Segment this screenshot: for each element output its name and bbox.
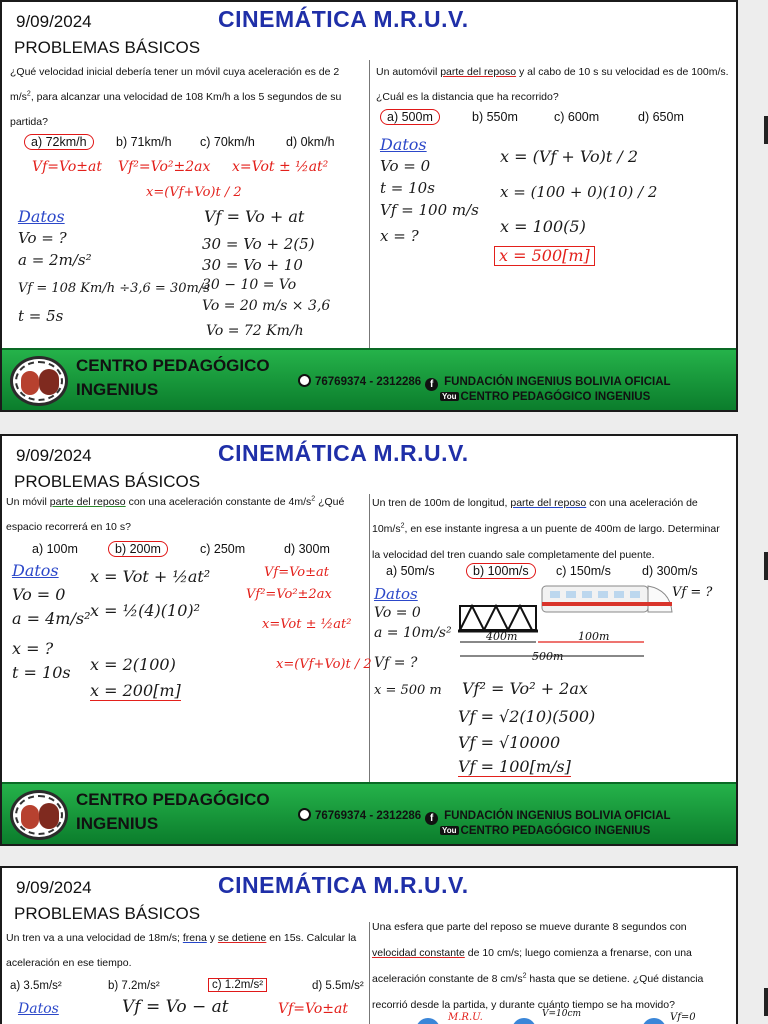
page-date: 9/09/2024 xyxy=(16,446,92,465)
solution-step: x = 100(5) xyxy=(500,217,586,236)
page-subtitle: PROBLEMAS BÁSICOS xyxy=(14,472,201,491)
problem-2-text: Un automóvil xyxy=(376,66,438,78)
solution-step: Vf = √2(10)(500) xyxy=(458,707,596,726)
sphere-motion-sketch xyxy=(412,1008,712,1024)
solution-step: Vo = 20 m/s × 3,6 xyxy=(202,298,331,314)
problem-4-text-cont: con una aceleración de xyxy=(589,497,698,509)
ingenius-logo xyxy=(10,356,68,406)
datos-item: Vo = 0 xyxy=(380,157,431,175)
problem-3-text: Un móvil xyxy=(6,496,47,508)
solution-step: Vf = Vo − at xyxy=(122,997,229,1017)
problem-3-option-c: c) 250m xyxy=(200,542,246,556)
solution-step: Vf² = Vo² + 2ax xyxy=(462,679,588,698)
problem-6-text-unit: aceleración constante de 8 cm/s xyxy=(372,973,523,985)
footer-banner xyxy=(2,348,736,410)
train-nose xyxy=(648,586,672,612)
solution-step: x = (Vf + Vo)t / 2 xyxy=(500,147,639,166)
whatsapp-icon xyxy=(298,808,311,821)
problem-5-statement xyxy=(6,926,368,976)
formula-4: x=(Vf+Vo)t / 2 xyxy=(276,657,372,672)
problem-5-text-highlight: frena xyxy=(182,932,207,944)
problem-2-text-end: ¿Cuál es la distancia que ha recorrido? xyxy=(376,91,559,103)
page-title: CINEMÁTICA M.R.U.V. xyxy=(218,6,469,32)
problem-6-text: Una esfera que parte del reposo se mueve durante 8 segundos con xyxy=(372,921,687,933)
worksheet-page-2 xyxy=(0,434,738,846)
org-name-line2: INGENIUS xyxy=(76,380,159,399)
page-subtitle: PROBLEMAS BÁSICOS xyxy=(14,38,201,57)
datos-title: Datos xyxy=(374,585,418,603)
facebook-icon: f xyxy=(425,378,438,391)
problem-5-text-cont2: en 15s. Calcular la xyxy=(269,932,357,944)
datos-title: Datos xyxy=(18,1001,59,1017)
datos-item: t = 5s xyxy=(18,307,64,325)
problem-1-option-c: c) 70km/h xyxy=(200,135,255,149)
train-stripe xyxy=(542,602,672,606)
worksheet-page-1 xyxy=(0,0,738,412)
datos-item: Vf = 108 Km/h ÷3,6 = 30m/s xyxy=(18,281,210,296)
org-name-line1: CENTRO PEDAGÓGICO xyxy=(76,790,270,809)
datos-item: a = 4m/s² xyxy=(12,609,91,628)
train-bridge-diagram xyxy=(458,580,738,680)
contact-line xyxy=(298,374,671,391)
problem-1-statement xyxy=(10,60,368,135)
phone-numbers: 76769374 - 2312286 xyxy=(315,376,422,388)
facebook-page: FUNDACIÓN INGENIUS BOLIVIA OFICIAL xyxy=(444,376,671,388)
solution-answer: Vf = 100[m/s] xyxy=(458,757,571,776)
column-divider xyxy=(369,494,370,784)
solution-step: Vo = 72 Km/h xyxy=(206,323,304,339)
formula-3: x=Vot ± ½at² xyxy=(262,617,352,632)
page-date: 9/09/2024 xyxy=(16,12,92,31)
ingenius-logo xyxy=(10,790,68,840)
problem-4-statement xyxy=(372,490,738,568)
formula-1: Vf=Vo±at xyxy=(278,1001,348,1017)
solution-step: x = (100 + 0)(10) / 2 xyxy=(500,183,658,201)
facebook-page: FUNDACIÓN INGENIUS BOLIVIA OFICIAL xyxy=(444,810,671,822)
datos-item: Vo = ? xyxy=(18,229,67,247)
problem-1-option-b: b) 71km/h xyxy=(116,135,172,149)
whatsapp-icon xyxy=(298,374,311,387)
option-a-label: a) 500m xyxy=(380,109,440,125)
org-name-line1: CENTRO PEDAGÓGICO xyxy=(76,356,270,375)
problem-5-text-highlight2: se detiene xyxy=(217,932,267,944)
problem-2-text-cont: y al cabo de 10 s su velocidad es de 100m/s. xyxy=(519,66,729,78)
problem-6-text-end: recorrió desde la partida, y durante cuánto tiempo se ha movido? xyxy=(372,999,675,1011)
datos-item: t = 10s xyxy=(12,663,71,682)
option-b-label: b) 100m/s xyxy=(466,563,536,579)
problem-5-option-d: d) 5.5m/s² xyxy=(312,980,364,992)
option-c-label: c) 1.2m/s² xyxy=(208,978,267,992)
problem-1-text-unit: m/s xyxy=(10,91,27,103)
problem-4-option-d: d) 300m/s xyxy=(642,564,698,578)
sphere-start xyxy=(416,1018,440,1024)
problem-2-option-b: b) 550m xyxy=(472,110,518,124)
worksheet-page-3 xyxy=(0,866,738,1024)
option-a-label: a) 72km/h xyxy=(24,134,94,150)
formula-1: Vf=Vo±at xyxy=(32,159,102,175)
youtube-channel: CENTRO PEDAGÓGICO INGENIUS xyxy=(460,391,651,403)
datos-item: Vf = ? xyxy=(374,655,418,671)
datos-title: Datos xyxy=(12,561,59,580)
problem-2-option-c: c) 600m xyxy=(554,110,600,124)
problem-4-option-a: a) 50m/s xyxy=(386,564,435,578)
problem-4-option-c: c) 150m/s xyxy=(556,564,611,578)
page-scroll-marker xyxy=(764,988,768,1016)
youtube-line xyxy=(440,825,650,837)
column-divider xyxy=(369,922,370,1024)
solution-step: x = 2(100) xyxy=(90,655,176,674)
page-scroll-marker xyxy=(764,552,768,580)
sketch-label-vf: Vf=0 xyxy=(670,1012,696,1023)
solution-step: 30 − 10 = Vo xyxy=(202,277,297,293)
problem-4-text-end: la velocidad del tren cuando sale completamente del puente. xyxy=(372,549,655,561)
problem-3-statement xyxy=(6,490,368,540)
sketch-label-mru: M.R.U. xyxy=(448,1012,483,1023)
problem-1-option-d: d) 0km/h xyxy=(286,135,335,149)
page-title: CINEMÁTICA M.R.U.V. xyxy=(218,872,469,898)
problem-5-option-b: b) 7.2m/s² xyxy=(108,980,160,992)
problem-6-text-cont: de 10 cm/s; luego comienza a frenarse, con una xyxy=(467,947,692,959)
bridge-truss xyxy=(460,606,536,630)
sketch-label-velocity: V=10cm xyxy=(542,1009,582,1019)
solution-step: 30 = Vo + 10 xyxy=(202,256,303,274)
problem-2-option-d: d) 650m xyxy=(638,110,684,124)
problem-5-option-c xyxy=(208,979,267,991)
problem-3-text-end: espacio recorrerá en 10 s? xyxy=(6,521,131,533)
problem-5-text: Un tren va a una velocidad de 18m/s; xyxy=(6,932,180,944)
problem-3-text-highlight: parte del reposo xyxy=(49,496,126,508)
problem-1-text: ¿Qué velocidad inicial debería tener un móvil cuya aceleración es de 2 xyxy=(10,66,340,78)
youtube-channel: CENTRO PEDAGÓGICO INGENIUS xyxy=(460,825,651,837)
sphere-middle xyxy=(512,1018,536,1024)
problem-6-text-cont2: hasta que se detiene. ¿Qué distancia xyxy=(526,973,704,985)
problem-1-text-end: partida? xyxy=(10,116,48,128)
solution-answer: x = 200[m] xyxy=(90,681,181,700)
facebook-icon: f xyxy=(425,812,438,825)
train-length-label: 100m xyxy=(578,630,610,643)
problem-3-text-cont2: ¿Qué xyxy=(315,496,345,508)
formula-1: Vf=Vo±at xyxy=(264,565,329,580)
problem-6-statement xyxy=(372,914,738,1018)
org-name-line2: INGENIUS xyxy=(76,814,159,833)
page-subtitle: PROBLEMAS BÁSICOS xyxy=(14,904,201,923)
problem-5-option-a: a) 3.5m/s² xyxy=(10,980,62,992)
option-b-label: b) 200m xyxy=(108,541,168,557)
problem-4-text-unit: 10m/s xyxy=(372,523,401,535)
datos-title: Datos xyxy=(18,207,65,226)
problem-5-text-end: aceleración en ese tiempo. xyxy=(6,957,132,969)
solution-step: x = ½(4)(10)² xyxy=(90,601,201,620)
problem-2-option-a xyxy=(380,110,440,124)
problem-6-text-highlight: velocidad constante xyxy=(372,947,465,959)
datos-item: x = 500 m xyxy=(374,683,442,698)
formula-2: Vf²=Vo²±2ax xyxy=(246,587,332,602)
train-body xyxy=(542,586,648,612)
solution-step: Vf = √10000 xyxy=(458,733,561,752)
problem-1-option-a xyxy=(24,135,94,149)
datos-item: t = 10s xyxy=(380,179,435,197)
page-date: 9/09/2024 xyxy=(16,878,92,897)
formula-2: Vf²=Vo²±2ax xyxy=(118,159,211,175)
problem-4-text: Un tren de 100m de longitud, xyxy=(372,497,508,509)
final-velocity-label: Vf = ? xyxy=(672,585,713,600)
problem-2-statement xyxy=(376,60,738,110)
page-title: CINEMÁTICA M.R.U.V. xyxy=(218,440,469,466)
datos-item: a = 10m/s² xyxy=(374,625,452,641)
problem-6-text-sup: 2 xyxy=(522,972,527,980)
solution-step: 30 = Vo + 2(5) xyxy=(202,235,315,253)
datos-item: Vo = 0 xyxy=(374,605,421,621)
youtube-line xyxy=(440,391,650,403)
page-scroll-marker xyxy=(764,116,768,144)
solution-step: Vf = Vo + at xyxy=(204,207,305,226)
sphere-end xyxy=(642,1018,666,1024)
solution-step: x = Vot + ½at² xyxy=(90,567,211,586)
datos-title: Datos xyxy=(380,135,427,154)
problem-3-option-d: d) 300m xyxy=(284,542,330,556)
datos-item: Vf = 100 m/s xyxy=(380,201,479,219)
formula-3: x=Vot ± ½at² xyxy=(232,159,329,175)
problem-4-text-sup: 2 xyxy=(400,522,405,530)
formula-4: x=(Vf+Vo)t / 2 xyxy=(146,185,242,200)
problem-1-text-sup: 2 xyxy=(26,90,31,98)
solution-answer: x = 500[m] xyxy=(494,246,595,266)
datos-item: x = ? xyxy=(12,639,54,658)
phone-numbers: 76769374 - 2312286 xyxy=(315,810,422,822)
problem-5-text-cont: y xyxy=(209,932,215,944)
contact-line xyxy=(298,808,671,825)
total-length-label: 500m xyxy=(532,650,564,663)
problem-3-option-a: a) 100m xyxy=(32,542,78,556)
column-divider xyxy=(369,60,370,350)
problem-2-text-highlight: parte del reposo xyxy=(440,66,517,78)
problem-1-text-cont: , para alcanzar una velocidad de 108 Km/h a los 5 segundos de su xyxy=(30,91,342,103)
problem-4-text-cont2: , en ese instante ingresa a un puente de 400m de largo. Determinar xyxy=(404,523,720,535)
youtube-icon: You xyxy=(442,392,457,401)
datos-item: Vo = 0 xyxy=(12,585,66,604)
problem-3-text-cont: con una aceleración constante de 4m/s xyxy=(128,496,312,508)
problem-4-option-b xyxy=(466,564,536,578)
bridge-length-label: 400m xyxy=(486,630,518,643)
youtube-icon: You xyxy=(442,826,457,835)
datos-item: a = 2m/s² xyxy=(18,251,92,269)
problem-3-option-b xyxy=(108,542,168,556)
problem-3-text-sup: 2 xyxy=(311,495,316,503)
datos-item: x = ? xyxy=(380,227,419,245)
footer-banner xyxy=(2,782,736,844)
problem-4-text-highlight: parte del reposo xyxy=(510,497,587,509)
